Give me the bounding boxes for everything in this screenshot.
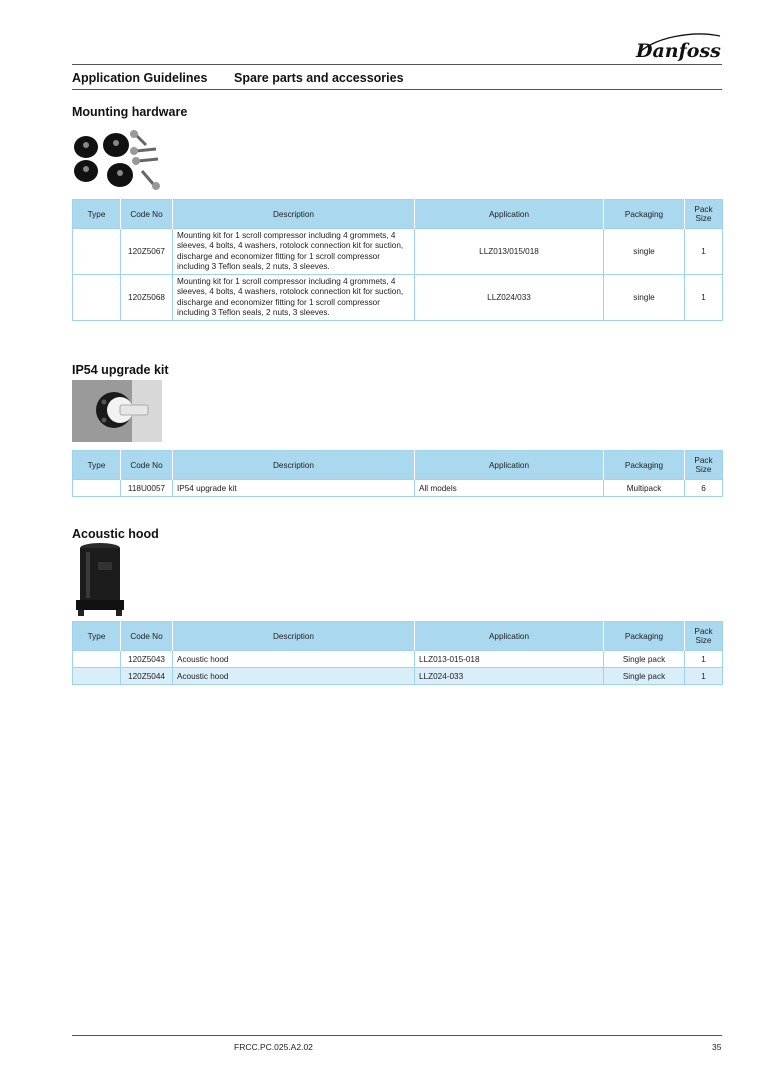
cell-description: Mounting kit for 1 scroll compressor including 4 grommets, 4 sleeves, 4 bolts, 4 washers, rotolock connection kit for suction, discharge and economizer fitting for 1 scroll compressor including 3 Teflon seals, 2 nuts, 3 sleeves.	[173, 275, 415, 321]
cell-description: IP54 upgrade kit	[173, 480, 415, 497]
cell-code-no: 120Z5067	[121, 229, 173, 275]
cell-application: All models	[415, 480, 604, 497]
section-title-ip54-upgrade-kit: IP54 upgrade kit	[72, 363, 169, 377]
col-header-pack-size: Pack Size	[685, 200, 723, 229]
cell-packaging: single	[604, 275, 685, 321]
col-header-description: Description	[173, 622, 415, 651]
col-header-description: Description	[173, 200, 415, 229]
table-row	[73, 480, 723, 497]
cell-pack-size: 1	[685, 275, 723, 321]
table-header-row	[73, 622, 723, 651]
col-header-type: Type	[73, 200, 121, 229]
cell-packaging: Single pack	[604, 668, 685, 685]
ip54-upgrade-kit-photo	[72, 380, 162, 442]
ip54-upgrade-kit-table	[72, 450, 723, 497]
footer-rule	[72, 1035, 722, 1036]
acoustic-hood-table	[72, 621, 723, 685]
cell-type	[73, 480, 121, 497]
section-title-acoustic-hood: Acoustic hood	[72, 527, 159, 541]
cell-type	[73, 275, 121, 321]
svg-text:Danfoss: Danfoss	[636, 40, 721, 62]
header-bottom-rule	[72, 89, 722, 90]
cell-application: LLZ024/033	[415, 275, 604, 321]
col-header-packaging: Packaging	[604, 622, 685, 651]
cell-application: LLZ013-015-018	[415, 651, 604, 668]
table-header-row	[73, 200, 723, 229]
cell-packaging: Single pack	[604, 651, 685, 668]
col-header-packaging: Packaging	[604, 451, 685, 480]
cell-description: Mounting kit for 1 scroll compressor including 4 grommets, 4 sleeves, 4 bolts, 4 washers, rotolock connection kit for suction, discharge and economizer fitting for 1 scroll compressor including 3 Teflon seals, 2 nuts, 3 sleeves.	[173, 229, 415, 275]
page-number: 35	[712, 1042, 722, 1052]
cell-code-no: 120Z5043	[121, 651, 173, 668]
header-top-rule	[72, 64, 722, 65]
mounting-hardware-table	[72, 199, 723, 321]
cell-pack-size: 1	[685, 229, 723, 275]
section-title-mounting-hardware: Mounting hardware	[72, 105, 188, 119]
cell-pack-size: 6	[685, 480, 723, 497]
cell-description: Acoustic hood	[173, 668, 415, 685]
cell-type	[73, 229, 121, 275]
col-header-packaging: Packaging	[604, 200, 685, 229]
table-row	[73, 229, 723, 275]
col-header-pack-size: Pack Size	[685, 451, 723, 480]
cell-application: LLZ013/015/018	[415, 229, 604, 275]
col-header-application: Application	[415, 451, 604, 480]
col-header-code-no: Code No	[121, 622, 173, 651]
cell-pack-size: 1	[685, 651, 723, 668]
cell-application: LLZ024-033	[415, 668, 604, 685]
cell-type	[73, 668, 121, 685]
table-row	[73, 651, 723, 668]
danfoss-logo	[632, 24, 724, 64]
col-header-code-no: Code No	[121, 200, 173, 229]
table-header-row	[73, 451, 723, 480]
mounting-hardware-photo	[72, 127, 172, 195]
footer-document-code: FRCC.PC.025.A2.02	[234, 1042, 313, 1052]
col-header-pack-size: Pack Size	[685, 622, 723, 651]
cell-pack-size: 1	[685, 668, 723, 685]
cell-code-no: 120Z5044	[121, 668, 173, 685]
cell-description: Acoustic hood	[173, 651, 415, 668]
table-row	[73, 668, 723, 685]
col-header-application: Application	[415, 622, 604, 651]
cell-code-no: 120Z5068	[121, 275, 173, 321]
col-header-application: Application	[415, 200, 604, 229]
cell-code-no: 118U0057	[121, 480, 173, 497]
cell-packaging: single	[604, 229, 685, 275]
header-right-title: Spare parts and accessories	[234, 71, 404, 85]
header-left-title: Application Guidelines	[72, 71, 208, 85]
col-header-code-no: Code No	[121, 451, 173, 480]
col-header-type: Type	[73, 451, 121, 480]
acoustic-hood-photo	[76, 542, 126, 618]
col-header-type: Type	[73, 622, 121, 651]
table-row	[73, 275, 723, 321]
cell-type	[73, 651, 121, 668]
cell-packaging: Multipack	[604, 480, 685, 497]
col-header-description: Description	[173, 451, 415, 480]
